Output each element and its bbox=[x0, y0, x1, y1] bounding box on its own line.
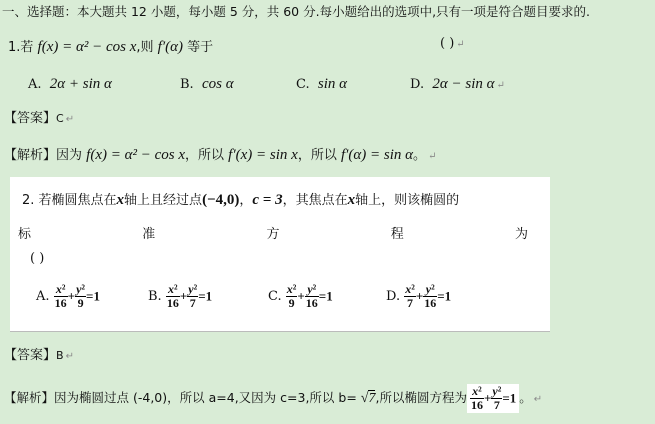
question-1-stem bbox=[8, 36, 213, 56]
q2-analysis: 【解析】因为椭圆过点 (-4,0)，所以 a=4,又因为 c=3,所以 b= √7,所以椭圆方程为 $\frac{\text{x²}}{16}$ + $\frac{\text{y²}}{7}$ =1 。 ↵ bbox=[4, 384, 543, 412]
q2-option-d: D. $\frac{\text{x²}}{7}$ + $\frac{\text{y²}}{16}$ =1 bbox=[386, 282, 452, 310]
question-2-box bbox=[10, 177, 550, 332]
q1-option-d: D. 2α − sin α ↵ bbox=[410, 76, 505, 92]
answer-value: C bbox=[56, 112, 64, 125]
section-header: 一、选择题：本大题共 12 小题，每小题 5 分，共 60 分.每小题给出的选项中,只有一项是符合题目要求的. bbox=[2, 4, 591, 19]
q2-stem: 2. 若椭圆焦点在x轴上且经过点(−4,0)，c = 3，其焦点在x轴上，则该椭圆的 bbox=[22, 192, 460, 208]
q2-option-a: A. $\frac{\text{x²}}{16}$ + $\frac{\text{y²}}{9}$ =1 bbox=[36, 282, 100, 310]
q1-mid: ,则 bbox=[136, 40, 154, 55]
q1-analysis: 【解析】因为 f(x) = α² − cos x，所以 f′(x) = sin x，所以 f′(α) = sin α。 ↵ bbox=[4, 147, 437, 163]
q2-final-equation: $\frac{\text{x²}}{16}$ + $\frac{\text{y²}}{7}$ =1 bbox=[467, 384, 519, 413]
q2-option-c: C. $\frac{\text{x²}}{9}$ + $\frac{\text{y²}}{16}$ =1 bbox=[268, 282, 333, 310]
q1-option-a: A. 2α + sin α bbox=[28, 76, 112, 92]
q1-prefix: 1.若 bbox=[8, 40, 34, 55]
q1-option-b: B. cos α bbox=[180, 76, 234, 92]
q1-derivative: f′(α) bbox=[157, 39, 183, 55]
q2-option-b: B. $\frac{\text{x²}}{16}$ + $\frac{\text{y²}}{7}$ =1 bbox=[148, 282, 213, 310]
q1-suffix: 等于 bbox=[187, 40, 214, 55]
q2-spread-line: 标 准 方 程 为 bbox=[18, 227, 528, 242]
q1-function: f(x) = α² − cos x bbox=[37, 39, 137, 55]
q2-answer: 【答案】B ↵ bbox=[4, 348, 74, 363]
return-mark: ↵ bbox=[456, 39, 465, 50]
q1-option-c: C. sin α bbox=[296, 76, 348, 92]
q1-answer-paren: ( ) ↵ bbox=[440, 36, 465, 51]
q1-answer: 【答案】C ↵ bbox=[4, 111, 75, 126]
analysis-tag: 【解析】 bbox=[4, 148, 57, 163]
q2-paren: ( ) bbox=[30, 251, 45, 266]
answer-tag: 【答案】 bbox=[4, 111, 57, 126]
